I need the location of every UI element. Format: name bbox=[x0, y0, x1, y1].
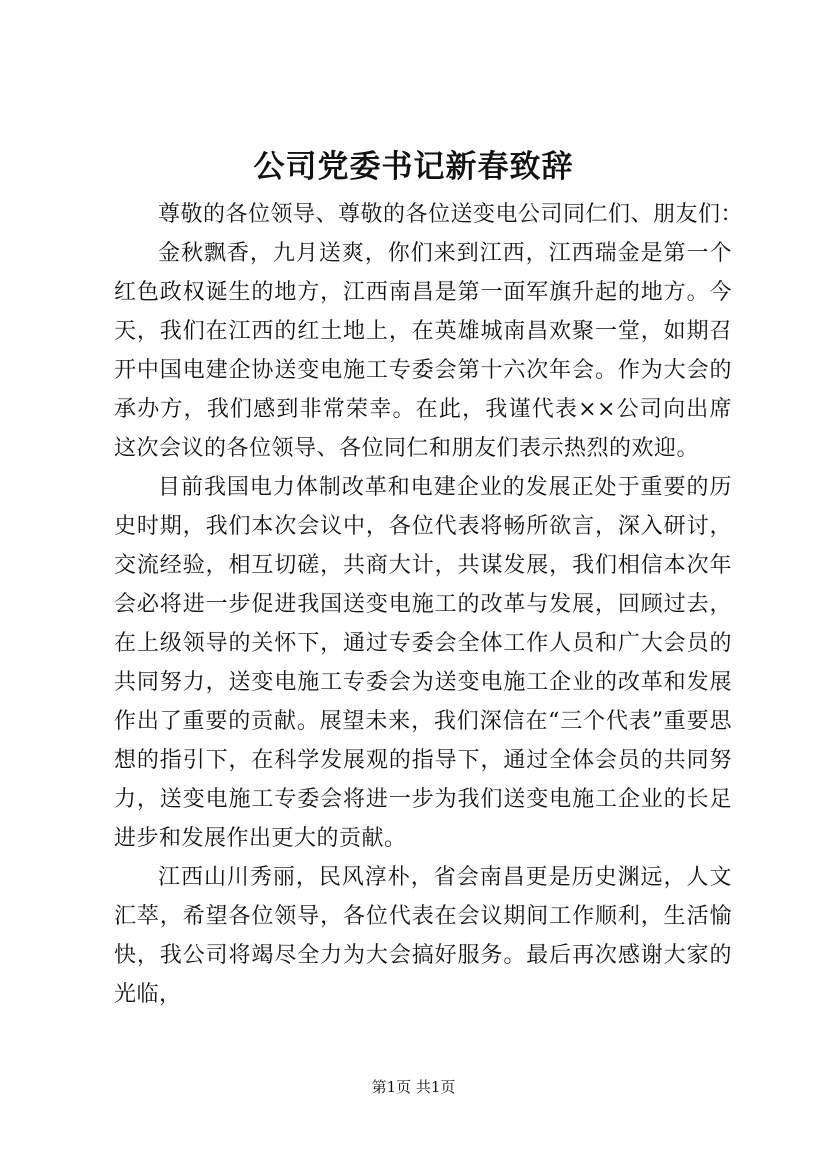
development-paragraph: 目前我国电力体制改革和电建企业的发展正处于重要的历史时期，我们本次会议中，各位代表将畅所欲言，深入研讨，交流经验，相互切磋，共商大计，共谋发展，我们相信本次年会必将进一步促进我国送变电施工的改革与发展，回顾过去，在上级领导的关怀下，通过专委会全体工作人员和广大会员的共同努力，送变电施工专委会为送变电施工企业的改革和发展作出了重要的贡献。展望未来，我们深信在“三个代表”重要思想的指引下，在科学发展观的指导下，通过全体会员的共同努力，送变电施工专委会将进一步为我们送变电施工企业的长足进步和发展作出更大的贡献。 bbox=[114, 475, 732, 851]
document-title: 公司党委书记新春致辞 bbox=[253, 149, 574, 185]
closing-paragraph: 江西山川秀丽，民风淳朴，省会南昌更是历史渊远，人文汇萃，希望各位领导，各位代表在会议期间工作顺利，生活愉快，我公司将竭尽全力为大会搞好服务。最后再次感谢大家的光临， bbox=[114, 865, 732, 1007]
salutation-paragraph: 尊敬的各位领导、尊敬的各位送变电公司同仁们、朋友们： bbox=[158, 202, 744, 227]
page-number-footer: 第1页 共1页 bbox=[371, 1078, 456, 1096]
welcome-paragraph: 金秋飘香，九月送爽，你们来到江西，江西瑞金是第一个红色政权诞生的地方，江西南昌是第一面军旗升起的地方。今天，我们在江西的红土地上，在英雄城南昌欢聚一堂，如期召开中国电建企协送变电施工专委会第十六次年会。作为大会的承办方，我们感到非常荣幸。在此，我谨代表××公司向出席这次会议的各位领导、各位同仁和朋友们表示热烈的欢迎。 bbox=[114, 241, 732, 461]
document-body bbox=[114, 195, 744, 1014]
